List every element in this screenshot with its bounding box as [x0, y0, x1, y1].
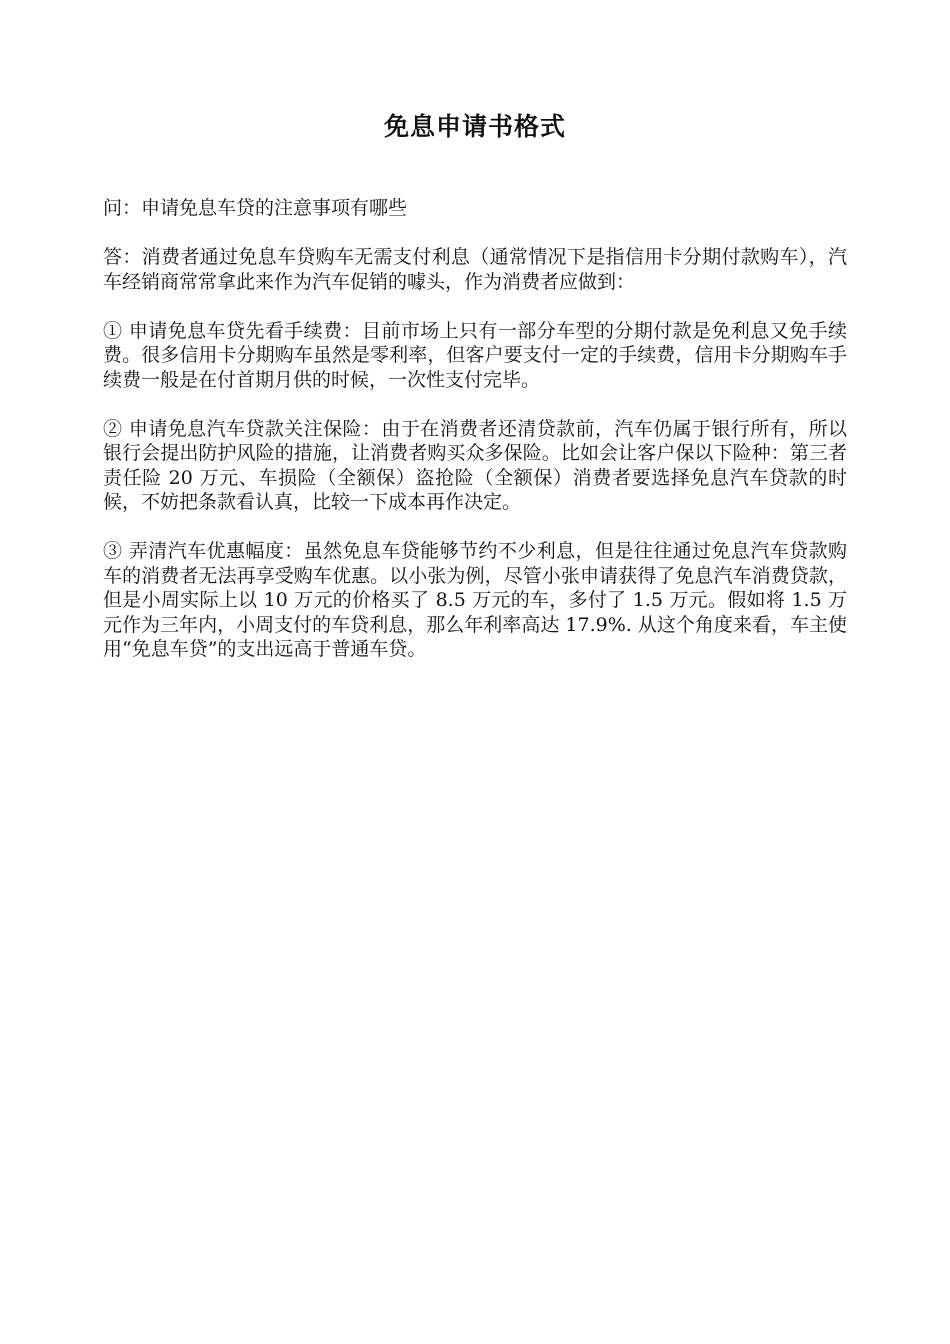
document-title: 免息申请书格式 [383, 112, 566, 141]
document-body [103, 196, 847, 686]
point-1-paragraph: ① 申请免息车贷先看手续费：目前市场上只有一部分车型的分期付款是免利息又免手续费。很多信用卡分期购车虽然是零利率，但客户要支付一定的手续费，信用卡分期购车手续费一般是在付首期月供的时候，一次性支付完毕。 [103, 319, 847, 391]
point-3-paragraph: ③ 弄清汽车优惠幅度：虽然免息车贷能够节约不少利息，但是往往通过免息汽车贷款购车的消费者无法再享受购车优惠。以小张为例，尽管小张申请获得了免息汽车消费贷款，但是小周实际上以 10 万元的价格买了 8.5 万元的车，多付了 1.5 万元。假如将 1.5 万元作为三年内，小周支付的车贷利息，那么年利率高达 17.9%. 从这个角度来看，车主使用“免息车贷”的支出远高于普通车贷。 [103, 540, 847, 660]
point-2-paragraph: ② 申请免息汽车贷款关注保险：由于在消费者还清贷款前，汽车仍属于银行所有，所以银行会提出防护风险的措施，让消费者购买众多保险。比如会让客户保以下险种：第三者责任险 20 万元、车损险（全额保）盗抢险（全额保）消费者要选择免息汽车贷款的时候，不妨把条款看认真，比较一下成本再作决定。 [103, 417, 847, 513]
answer-paragraph: 答：消费者通过免息车贷购车无需支付利息（通常情况下是指信用卡分期付款购车），汽车经销商常常拿此来作为汽车促销的噱头，作为消费者应做到： [103, 246, 847, 293]
question-paragraph: 问：申请免息车贷的注意事项有哪些 [103, 197, 408, 219]
